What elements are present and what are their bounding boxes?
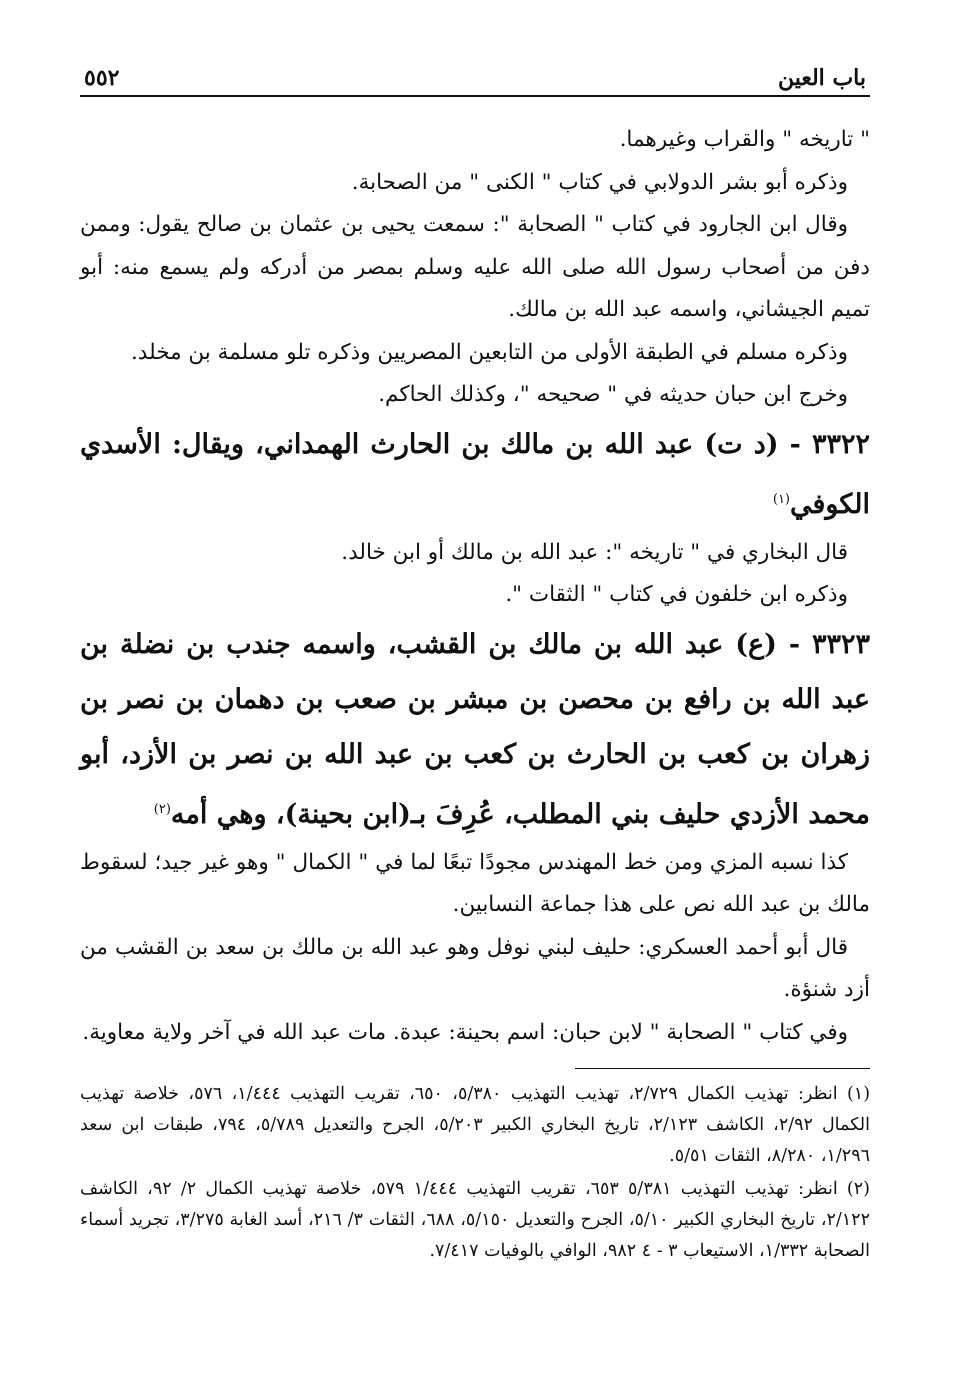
paragraph: وذكره أبو بشر الدولابي في كتاب " الكنى " من الصحابة.	[351, 169, 848, 195]
entry-heading	[80, 417, 870, 532]
paragraph: " تاريخه " والقراب وغيرهما.	[619, 127, 870, 152]
paragraph: وقال ابن الجارود في كتاب " الصحابة ": سمعت يحيى بن عثمان بن صالح يقول: وممن دفن من أصحاب رسول الله صلى الله عليه وسلم بمصر من أدركه ولم يسمع منه: أبو تميم الجيشاني، واسمه عبد الله بن مالك.	[80, 212, 870, 322]
paragraph: كذا نسبه المزي ومن خط المهندس مجودًا تبعًا لما في " الكمال " وهو غير جيد؛ لسقوط مالك بن عبد الله نص على هذا جماعة النسابين.	[80, 849, 870, 917]
page	[80, 55, 870, 1269]
paragraph: وذكره ابن خلفون في كتاب " الثقات ".	[505, 582, 848, 607]
footnote-ref[interactable]: (١)	[772, 491, 790, 507]
page-header	[80, 55, 870, 97]
footnote-divider	[575, 1068, 870, 1069]
chapter-title: باب العين	[777, 65, 866, 91]
footnotes	[80, 1079, 870, 1267]
paragraph: قال أبو أحمد العسكري: حليف لبني نوفل وهو عبد الله بن مالك بن سعد بن القشب من أزد شنؤة.	[80, 934, 870, 1002]
entry-heading	[80, 617, 870, 842]
page-number: ٥٥٢	[84, 65, 120, 91]
main-text	[80, 119, 870, 1054]
paragraph: وذكره مسلم في الطبقة الأولى من التابعين المصريين وذكره تلو مسلمة بن مخلد.	[130, 339, 848, 365]
footnote: (١) انظر: تهذيب الكمال ٢/٧٢٩، تهذيب التهذيب ٥/٣٨٠، ٦٥٠، تقريب التهذيب ١/٤٤٤، ٥٧٦، خلاصة تهذيب الكمال ٢/٩٢، الكاشف ٢/١٢٣، تاريخ البخاري الكبير ٥/٢٠٣، الجرح والتعديل ٥/٧٨٩، ٧٩٤، طبقات ابن سعد ١/٢٩٦، ٨/٢٨٠، الثقات ٥/٥١.	[80, 1084, 871, 1166]
paragraph: وفي كتاب " الصحابة " لابن حبان: اسم بحينة: عبدة. مات عبد الله في آخر ولاية معاوية.	[82, 1019, 848, 1045]
paragraph: وخرج ابن حبان حديثه في " صحيحه "، وكذلك الحاكم.	[378, 382, 848, 407]
entry-title: ٣٣٢٣ - (ع) عبد الله بن مالك بن القشب، واسمه جندب بن نضلة بن عبد الله بن رافع بن محصن بن مبشر بن صعب بن دهمان بن نصر بن زهران بن كعب بن الحارث بن كعب بن عبد الله بن نصر بن الأزد، أبو محمد الأزدي حليف بني المطلب، عُرِفَ بـ(ابن بحينة)، وهي أمه	[80, 628, 870, 830]
paragraph: قال البخاري في " تاريخه ": عبد الله بن مالك أو ابن خالد.	[341, 539, 848, 565]
entry-title: ٣٣٢٢ - (د ت) عبد الله بن مالك بن الحارث الهمداني، ويقال: الأسدي الكوفي	[80, 428, 870, 520]
footnote: (٢) انظر: تهذيب التهذيب ٥/٣٨١ ٦٥٣، تقريب التهذيب ١/٤٤٤ ٥٧٩، خلاصة تهذيب الكمال ٢/ ٩٢، الكاشف ٢/١٢٢، تاريخ البخاري الكبير ٥/١٠، الجرح والتعديل ٥/١٥٠، ٦٨٨، الثقات ٣/ ٢١٦، أسد الغابة ٣/٢٧٥، تجريد أسماء الصحابة ١/٣٣٢، الاستيعاب ٣ - ٤ ٩٨٢، الوافي بالوفيات ٧/٤١٧.	[80, 1179, 870, 1261]
footnote-ref[interactable]: (٢)	[153, 801, 171, 817]
